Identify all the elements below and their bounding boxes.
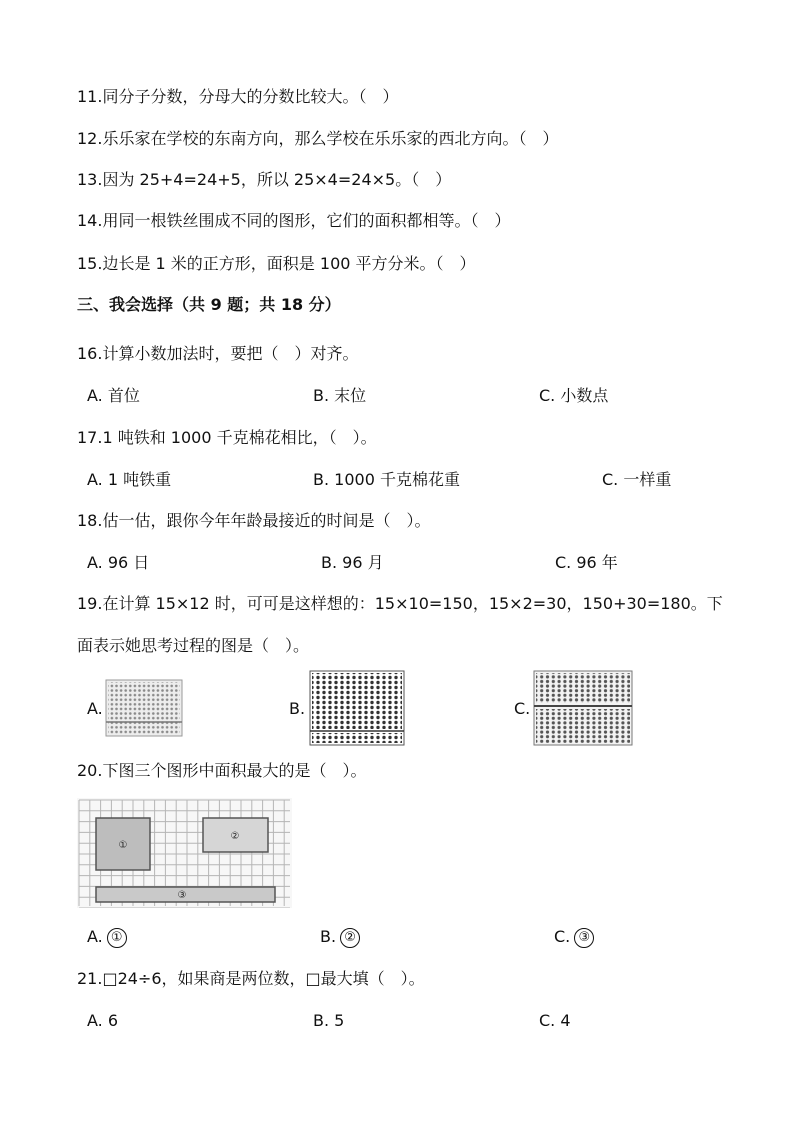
q19-option-b[interactable]: B.: [289, 699, 306, 718]
section-heading: 三、我会选择（共 9 题；共 18 分）: [77, 295, 341, 314]
question-15: 15.边长是 1 米的正方形，面积是 100 平方分米。（ ）: [77, 254, 476, 273]
q20-option-a-letter: A.: [87, 927, 103, 946]
q20-option-c-letter: C.: [554, 927, 571, 946]
q18-option-c[interactable]: C. 96 年: [555, 553, 618, 572]
question-20: 20.下图三个图形中面积最大的是（ ）。: [77, 761, 367, 780]
dot-array-figure-c: [533, 670, 633, 746]
q20-option-a-mark: ①: [107, 928, 127, 948]
q20-option-b-letter: B.: [320, 927, 337, 946]
question-11: 11.同分子分数，分母大的分数比较大。（ ）: [77, 87, 399, 106]
q21-option-c[interactable]: C. 4: [539, 1011, 571, 1030]
q19-option-a[interactable]: A.: [87, 699, 103, 718]
q16-option-b[interactable]: B. 末位: [313, 386, 367, 405]
q16-option-c[interactable]: C. 小数点: [539, 386, 609, 405]
shape-label-2: ②: [230, 831, 240, 842]
question-21: 21.□24÷6，如果商是两位数，□最大填（ ）。: [77, 969, 425, 988]
question-16: 16.计算小数加法时，要把（ ）对齐。: [77, 344, 359, 363]
shape-label-1: ①: [118, 840, 128, 851]
question-17: 17.1 吨铁和 1000 千克棉花相比，（ ）。: [77, 428, 377, 447]
q20-option-c[interactable]: [554, 926, 594, 948]
grid-figure: [77, 798, 292, 908]
dot-array-figure-a: [105, 679, 183, 737]
q19-option-c[interactable]: C.: [514, 699, 531, 718]
q16-option-a[interactable]: A. 首位: [87, 386, 140, 405]
question-12: 12.乐乐家在学校的东南方向，那么学校在乐乐家的西北方向。（ ）: [77, 129, 559, 148]
q21-option-b[interactable]: B. 5: [313, 1011, 345, 1030]
q20-option-b-mark: ②: [340, 928, 360, 948]
question-19-line1: 19.在计算 15×12 时，可可是这样想的：15×10=150，15×2=30，150+30=180。下: [77, 594, 723, 613]
dot-array-figure-b: [309, 670, 405, 746]
question-19-line2: 面表示她思考过程的图是（ ）。: [77, 636, 310, 655]
q17-option-b[interactable]: B. 1000 千克棉花重: [313, 470, 460, 489]
q17-option-c[interactable]: C. 一样重: [602, 470, 672, 489]
q18-option-a[interactable]: A. 96 日: [87, 553, 150, 572]
question-18: 18.估一估，跟你今年年龄最接近的时间是（ ）。: [77, 511, 431, 530]
q18-option-b[interactable]: B. 96 月: [321, 553, 384, 572]
question-13: 13.因为 25+4=24+5，所以 25×4=24×5。（ ）: [77, 170, 452, 189]
q20-option-b[interactable]: [320, 926, 360, 948]
q20-option-a[interactable]: [87, 926, 127, 948]
q21-option-a[interactable]: A. 6: [87, 1011, 119, 1030]
shape-label-3: ③: [177, 890, 187, 901]
q20-option-c-mark: ③: [574, 928, 594, 948]
q17-option-a[interactable]: A. 1 吨铁重: [87, 470, 172, 489]
question-14: 14.用同一根铁丝围成不同的图形，它们的面积都相等。（ ）: [77, 211, 511, 230]
